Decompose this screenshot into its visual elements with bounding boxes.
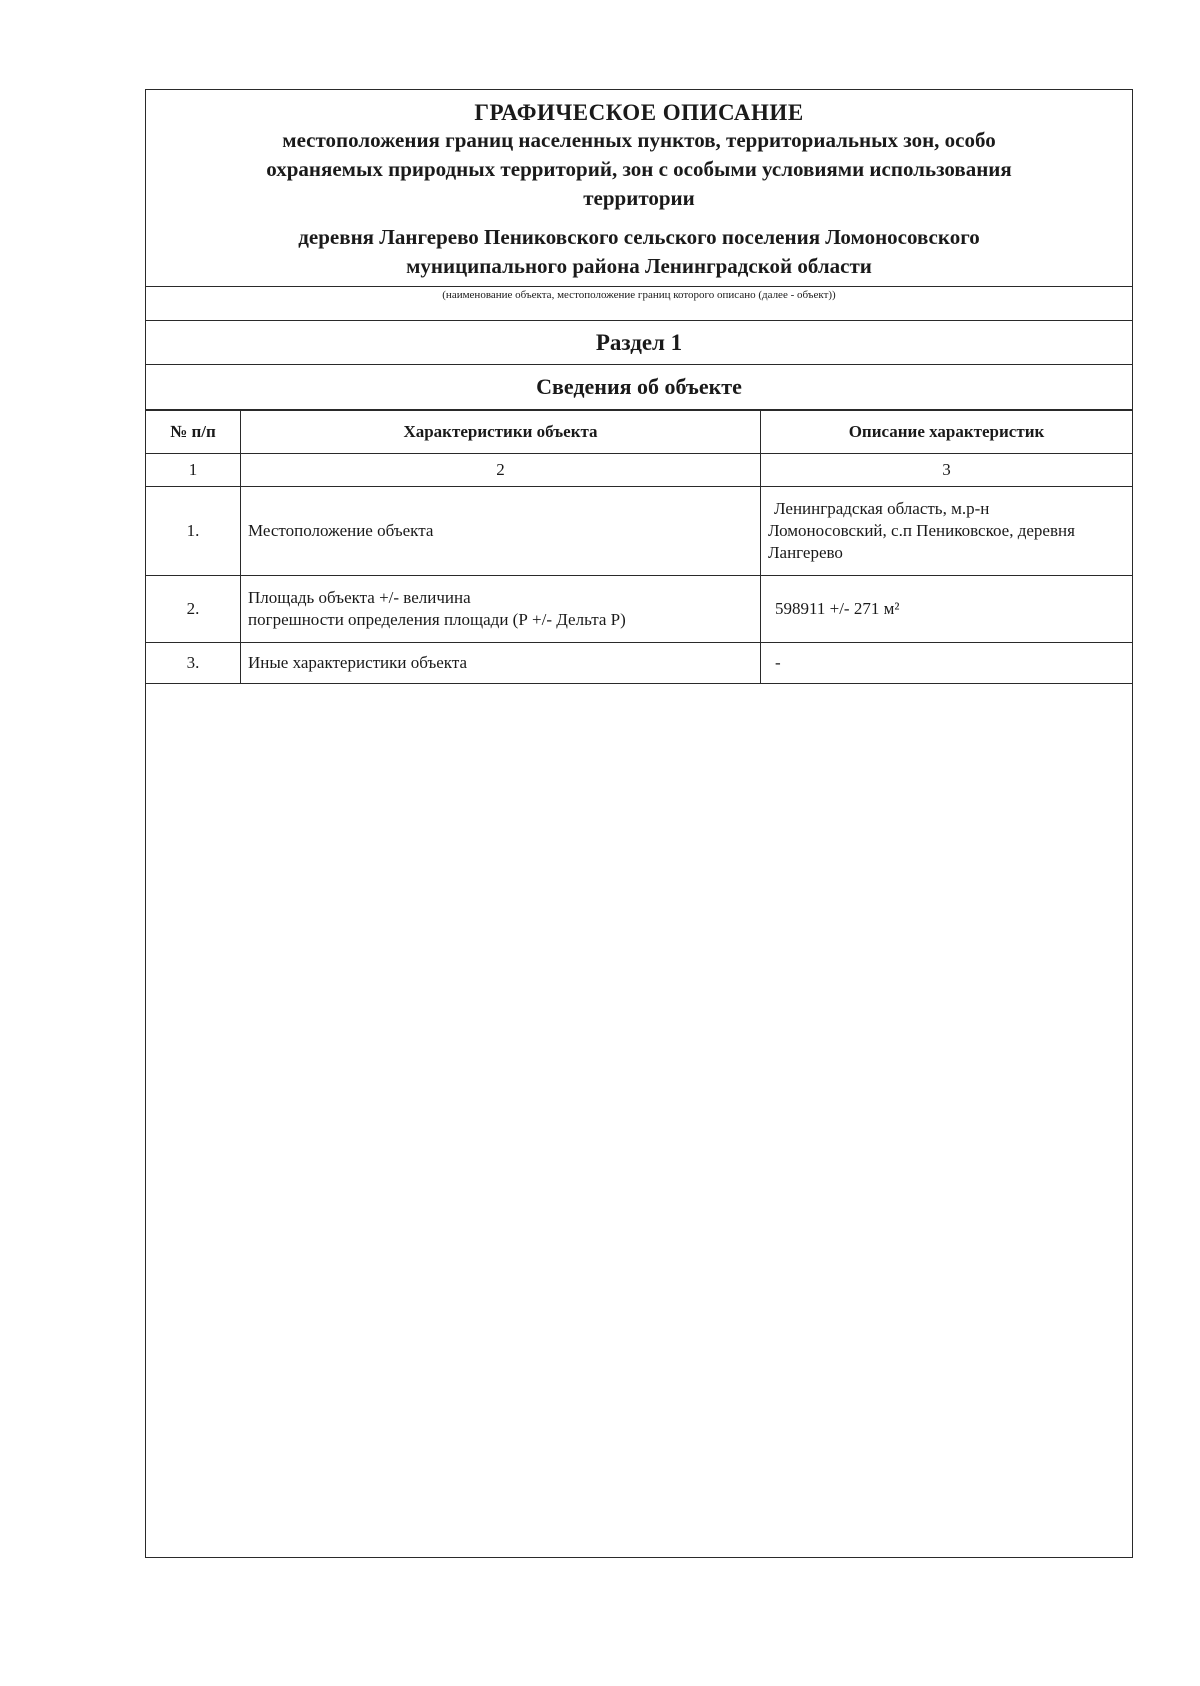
object-name-line: муниципального района Ленинградской области <box>406 254 872 278</box>
column-number: 1 <box>146 454 241 487</box>
column-number: 3 <box>761 454 1133 487</box>
object-name-caption: (наименование объекта, местоположение границ которого описано (далее - объект)) <box>146 286 1132 321</box>
characteristic-line: погрешности определения площади (Р +/- Дельта Р) <box>248 610 626 629</box>
description-line: Ленинградская область, м.р-н <box>774 499 990 518</box>
description-line: Лангерево <box>768 543 843 562</box>
document-title: ГРАФИЧЕСКОЕ ОПИСАНИЕ <box>474 100 804 125</box>
table-row <box>146 487 1132 576</box>
row-number: 2. <box>146 576 241 643</box>
header-cell-characteristic: Характеристики объекта <box>241 411 761 454</box>
row-characteristic: Иные характеристики объекта <box>241 643 761 684</box>
column-number: 2 <box>241 454 761 487</box>
document-subtitle <box>146 126 1132 213</box>
object-name <box>146 223 1132 281</box>
row-description: 598911 +/- 271 м² <box>761 576 1133 643</box>
subtitle-line: местоположения границ населенных пунктов, территориальных зон, особо <box>282 128 996 152</box>
row-number: 1. <box>146 487 241 576</box>
row-description: - <box>761 643 1133 684</box>
document-header <box>146 90 1132 281</box>
section-subtitle: Сведения об объекте <box>146 365 1132 410</box>
header-cell-description: Описание характеристик <box>761 411 1133 454</box>
row-characteristic <box>241 576 761 643</box>
document-frame <box>145 89 1133 1558</box>
row-description <box>761 487 1133 576</box>
description-line: Ломоносовский, с.п Пениковское, деревня <box>768 521 1075 540</box>
characteristic-line: Площадь объекта +/- величина <box>248 588 471 607</box>
table-row <box>146 576 1132 643</box>
table-header-row <box>146 411 1132 454</box>
subtitle-line: территории <box>583 186 695 210</box>
row-number: 3. <box>146 643 241 684</box>
subtitle-line: охраняемых природных территорий, зон с особыми условиями использования <box>266 157 1012 181</box>
table-row <box>146 643 1132 684</box>
row-characteristic: Местоположение объекта <box>241 487 761 576</box>
header-cell-number: № п/п <box>146 411 241 454</box>
column-number-row <box>146 454 1132 487</box>
object-name-line: деревня Лангерево Пениковского сельского поселения Ломоносовского <box>298 225 980 249</box>
object-info-table <box>146 410 1132 684</box>
section-title: Раздел 1 <box>146 321 1132 365</box>
